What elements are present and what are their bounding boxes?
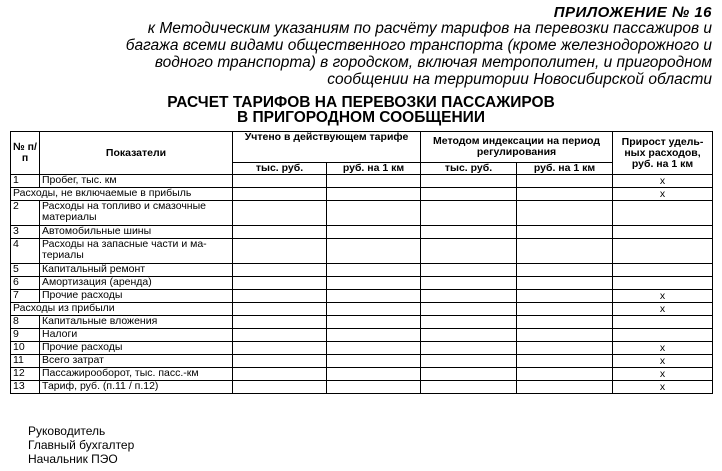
row-number: 12 — [11, 368, 40, 381]
value-cell — [421, 342, 517, 355]
table-row — [11, 277, 713, 290]
value-cell — [327, 303, 421, 316]
value-cell — [421, 175, 517, 188]
document-title — [0, 95, 722, 125]
value-cell — [421, 277, 517, 290]
value-cell — [517, 329, 613, 342]
value-cell — [517, 342, 613, 355]
growth-cell: x — [613, 342, 713, 355]
value-cell — [517, 303, 613, 316]
header-num: № п/п — [11, 132, 40, 175]
growth-cell: x — [613, 381, 713, 394]
value-cell — [517, 355, 613, 368]
value-cell — [327, 175, 421, 188]
value-cell — [517, 239, 613, 264]
value-cell — [421, 329, 517, 342]
value-cell — [233, 264, 327, 277]
table-row — [11, 188, 713, 201]
row-number: 11 — [11, 355, 40, 368]
annex-subtitle-line: сообщении на территории Новосибирской области — [327, 71, 712, 88]
value-cell — [421, 226, 517, 239]
value-cell — [233, 368, 327, 381]
table-row — [11, 355, 713, 368]
table-row — [11, 342, 713, 355]
row-label: Амортизация (аренда) — [40, 277, 233, 290]
annex-subtitle-line: водного транспорта) в городском, включая метрополитен, и пригородном — [154, 54, 712, 71]
value-cell — [327, 342, 421, 355]
growth-cell: x — [613, 368, 713, 381]
row-number: 2 — [11, 201, 40, 226]
table-body — [11, 175, 713, 394]
value-cell — [327, 329, 421, 342]
row-section-label: Расходы, не включаемые в прибыль — [11, 188, 233, 201]
value-cell — [327, 316, 421, 329]
annex-subtitle-line: к Методическим указаниям по расчёту тарифов на перевозки пассажиров и — [147, 20, 712, 37]
row-number: 1 — [11, 175, 40, 188]
row-label: Пробег, тыс. км — [40, 175, 233, 188]
table-row — [11, 316, 713, 329]
value-cell — [517, 381, 613, 394]
value-cell — [233, 303, 327, 316]
row-label: Капитальные вложения — [40, 316, 233, 329]
value-cell — [517, 368, 613, 381]
table-row — [11, 368, 713, 381]
value-cell — [327, 355, 421, 368]
growth-cell — [613, 201, 713, 226]
value-cell — [233, 381, 327, 394]
growth-cell — [613, 264, 713, 277]
table-row — [11, 329, 713, 342]
value-cell — [517, 290, 613, 303]
subheader-rub-per-km: руб. на 1 км — [517, 163, 613, 175]
row-label: Пассажирооборот, тыс. пасс.-км — [40, 368, 233, 381]
row-label: Прочие расходы — [40, 290, 233, 303]
row-label: Прочие расходы — [40, 342, 233, 355]
value-cell — [327, 277, 421, 290]
value-cell — [327, 290, 421, 303]
value-cell — [421, 316, 517, 329]
table-row — [11, 303, 713, 316]
subheader-thousand-rub: тыс. руб. — [421, 163, 517, 175]
signature-director: Руководитель — [28, 424, 106, 438]
row-label: Расходы на топливо и смазочные материалы — [40, 201, 233, 226]
value-cell — [233, 355, 327, 368]
header-indexation: Методом индексации на период регулирования — [421, 132, 613, 163]
value-cell — [327, 381, 421, 394]
table-row — [11, 239, 713, 264]
annex-title: ПРИЛОЖЕНИЕ № 16 — [553, 4, 712, 21]
value-cell — [421, 290, 517, 303]
value-cell — [421, 368, 517, 381]
table-row — [11, 175, 713, 188]
row-label: Тариф, руб. (п.11 / п.12) — [40, 381, 233, 394]
table-row — [11, 226, 713, 239]
growth-cell: x — [613, 175, 713, 188]
table-row — [11, 290, 713, 303]
header-indicators: Показатели — [40, 132, 233, 175]
value-cell — [233, 239, 327, 264]
value-cell — [233, 226, 327, 239]
value-cell — [517, 188, 613, 201]
value-cell — [327, 264, 421, 277]
growth-cell — [613, 316, 713, 329]
header-growth: Прирост удель-ных расходов, руб. на 1 км — [613, 132, 713, 175]
row-label: Автомобильные шины — [40, 226, 233, 239]
value-cell — [421, 188, 517, 201]
value-cell — [421, 201, 517, 226]
table-row — [11, 264, 713, 277]
value-cell — [421, 303, 517, 316]
value-cell — [233, 175, 327, 188]
header-current-tariff: Учтено в действующем тарифе — [233, 132, 421, 163]
value-cell — [233, 201, 327, 226]
growth-cell — [613, 329, 713, 342]
subheader-thousand-rub: тыс. руб. — [233, 163, 327, 175]
value-cell — [421, 355, 517, 368]
value-cell — [233, 277, 327, 290]
value-cell — [517, 226, 613, 239]
value-cell — [327, 201, 421, 226]
value-cell — [421, 381, 517, 394]
row-number: 7 — [11, 290, 40, 303]
tariff-table — [10, 131, 713, 394]
subheader-rub-per-km: руб. на 1 км — [327, 163, 421, 175]
table-row — [11, 381, 713, 394]
row-number: 3 — [11, 226, 40, 239]
value-cell — [517, 264, 613, 277]
value-cell — [421, 264, 517, 277]
signature-peo-head: Начальник ПЭО — [28, 452, 118, 466]
value-cell — [517, 277, 613, 290]
value-cell — [327, 239, 421, 264]
row-number: 4 — [11, 239, 40, 264]
growth-cell — [613, 239, 713, 264]
row-label: Всего затрат — [40, 355, 233, 368]
growth-cell: x — [613, 355, 713, 368]
row-number: 6 — [11, 277, 40, 290]
row-label: Расходы на запасные части и ма-териалы — [40, 239, 233, 264]
row-number: 5 — [11, 264, 40, 277]
row-label: Налоги — [40, 329, 233, 342]
growth-cell — [613, 226, 713, 239]
value-cell — [327, 188, 421, 201]
growth-cell: x — [613, 188, 713, 201]
value-cell — [327, 226, 421, 239]
document-title-line: В ПРИГОРОДНОМ СООБЩЕНИИ — [237, 109, 485, 126]
row-number: 13 — [11, 381, 40, 394]
value-cell — [327, 368, 421, 381]
signature-chief-accountant: Главный бухгалтер — [28, 438, 135, 452]
growth-cell: x — [613, 303, 713, 316]
annex-subtitle-line: багажа всеми видами общественного транспорта (кроме железнодорожного и — [125, 37, 712, 54]
value-cell — [233, 342, 327, 355]
value-cell — [233, 329, 327, 342]
value-cell — [517, 201, 613, 226]
row-number: 8 — [11, 316, 40, 329]
value-cell — [233, 290, 327, 303]
value-cell — [517, 175, 613, 188]
value-cell — [233, 316, 327, 329]
value-cell — [517, 316, 613, 329]
growth-cell — [613, 277, 713, 290]
annex-subtitle — [12, 20, 712, 88]
row-number: 10 — [11, 342, 40, 355]
document-title-line: РАСЧЕТ ТАРИФОВ НА ПЕРЕВОЗКИ ПАССАЖИРОВ — [167, 94, 555, 111]
table-row — [11, 201, 713, 226]
row-number: 9 — [11, 329, 40, 342]
value-cell — [421, 239, 517, 264]
row-section-label: Расходы из прибыли — [11, 303, 233, 316]
row-label: Капитальный ремонт — [40, 264, 233, 277]
growth-cell: x — [613, 290, 713, 303]
signatures — [28, 424, 134, 466]
value-cell — [233, 188, 327, 201]
